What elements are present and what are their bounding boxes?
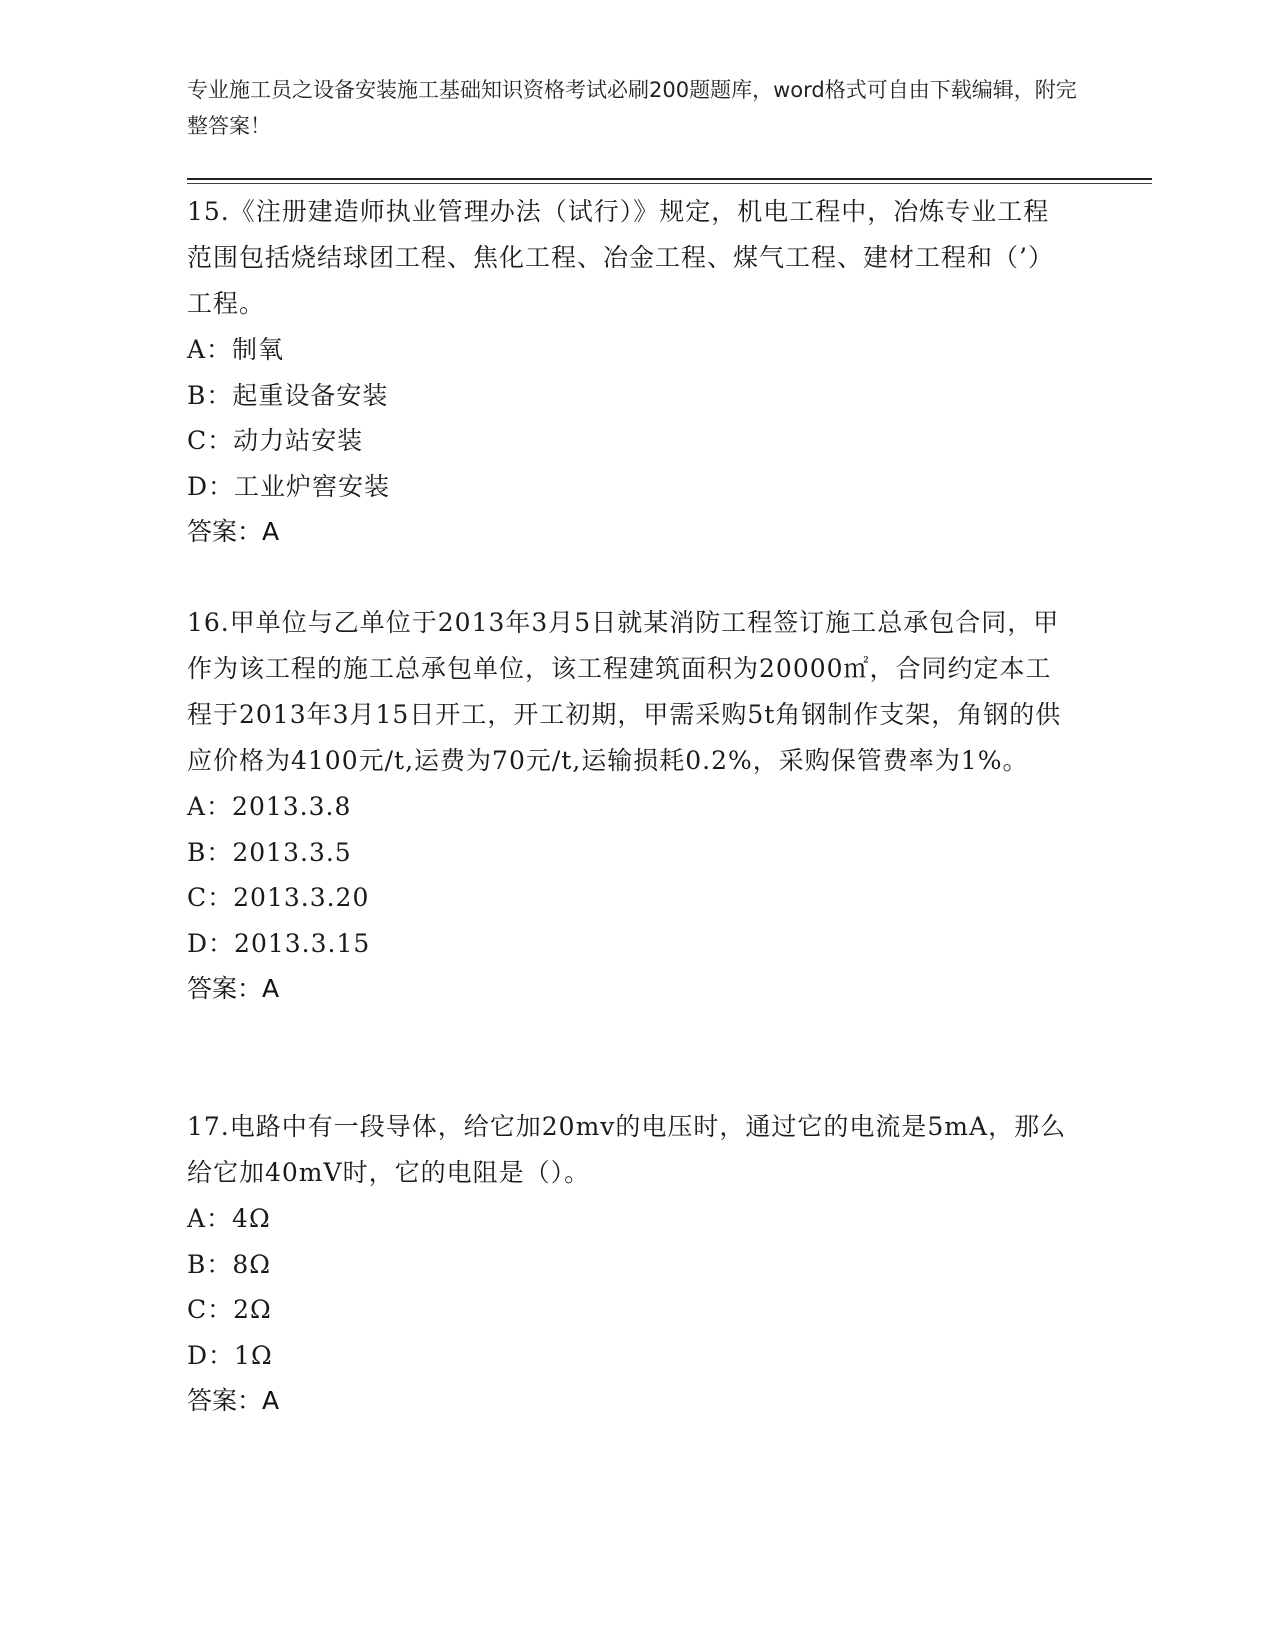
option-d: D：2013.3.15 (187, 928, 371, 958)
option-c: C：2013.3.20 (187, 883, 370, 912)
option-b: B：2013.3.5 (187, 837, 352, 867)
option-b: B：起重设备安装 (187, 380, 389, 410)
option-list (187, 1196, 1067, 1378)
option-c: C：动力站安装 (187, 426, 364, 455)
option-c: C：2Ω (187, 1295, 272, 1324)
option-d: D：工业炉窖安装 (187, 471, 391, 501)
answer-line: 答案：A (187, 1386, 280, 1415)
header-divider-thin (187, 183, 1152, 184)
option-list (187, 327, 1067, 509)
question-stem: 15.《注册建造师执业管理办法（试行）》规定，机电工程中，冶炼专业工程范围包括烧结球团工程、焦化工程、冶金工程、煤气工程、建材工程和（’）工程。 (187, 197, 1054, 318)
question-17 (187, 1104, 1067, 1424)
question-stem: 17.电路中有一段导体，给它加20mv的电压时，通过它的电流是5mA，那么给它加40mV时，它的电阻是（）。 (187, 1112, 1067, 1187)
question-16 (187, 600, 1067, 1012)
option-b: B：8Ω (187, 1249, 272, 1279)
header-divider-thick (187, 178, 1152, 180)
option-a: A：2013.3.8 (187, 792, 352, 821)
document-header: 专业施工员之设备安装施工基础知识资格考试必刷200题题库，word格式可自由下载编辑，附完整答案！ (187, 78, 1077, 138)
option-d: D：1Ω (187, 1340, 273, 1370)
option-a: A：制氧 (187, 335, 285, 364)
option-list (187, 784, 1067, 966)
question-stem: 16.甲单位与乙单位于2013年3月5日就某消防工程签订施工总承包合同，甲作为该工程的施工总承包单位，该工程建筑面积为20000㎡，合同约定本工程于2013年3月15日开工，开工初期，甲需采购5t角钢制作支架，角钢的供应价格为4100元/t,运费为70元/t,运输损耗0.2%，采购保管费率为1%。 (187, 608, 1062, 775)
question-15 (187, 189, 1067, 555)
option-a: A：4Ω (187, 1204, 271, 1233)
answer-line: 答案：A (187, 517, 280, 546)
answer-line: 答案：A (187, 974, 280, 1003)
